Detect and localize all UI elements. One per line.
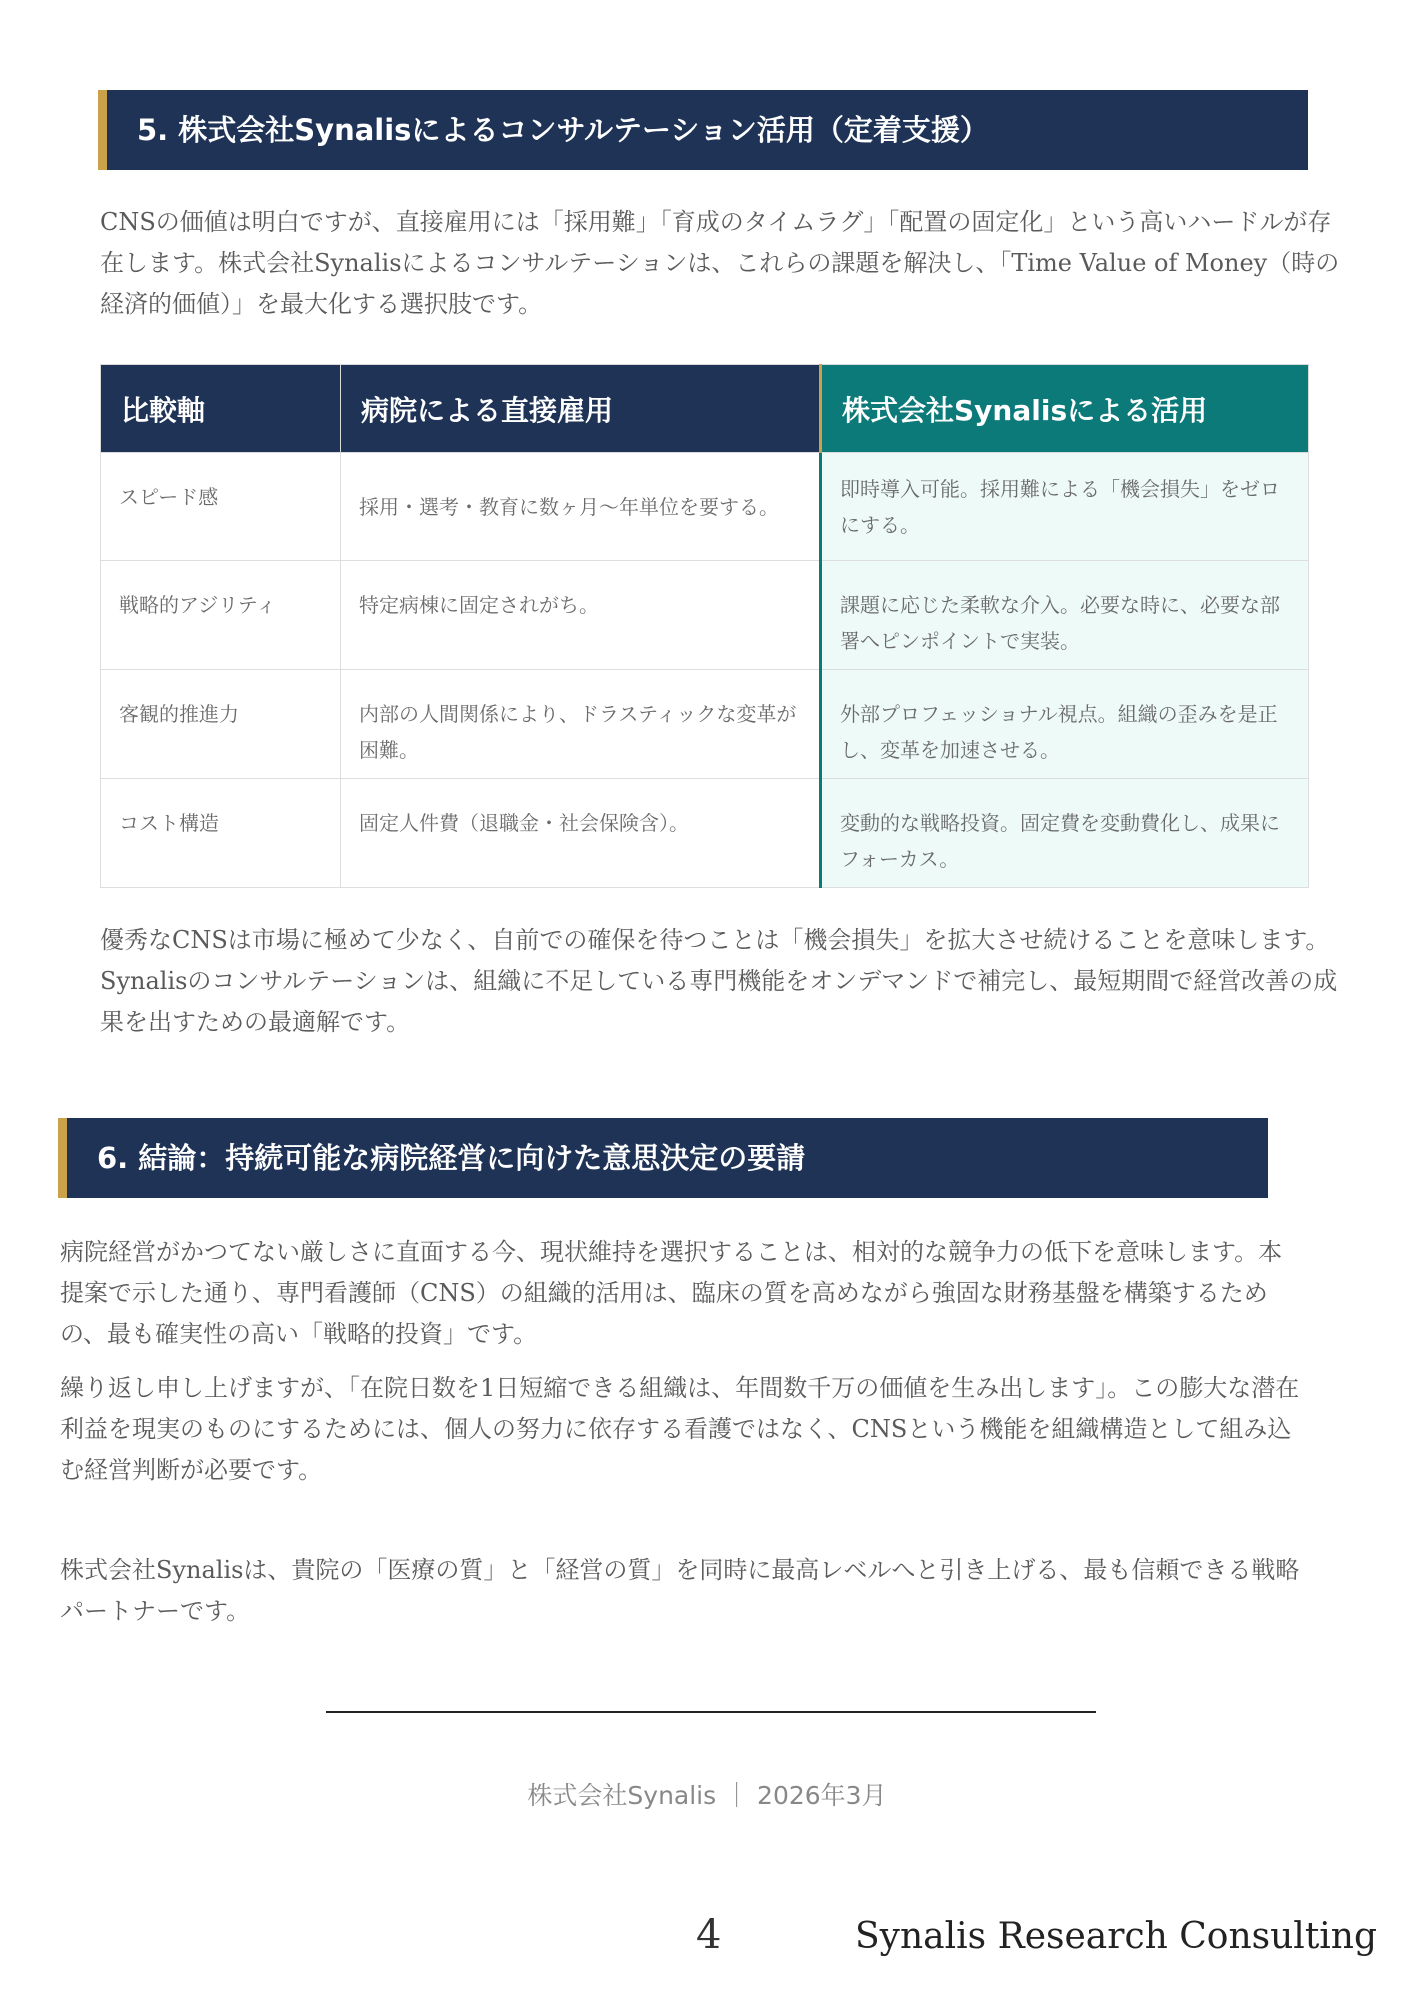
row-axis: コスト構造 <box>101 779 341 888</box>
table-header-row <box>101 365 1309 453</box>
header-direct-hire: 病院による直接雇用 <box>341 365 821 453</box>
row-synalis: 即時導入可能。採用難による「機会損失」をゼロにする。 <box>821 453 1309 561</box>
row-axis: 客観的推進力 <box>101 670 341 779</box>
table-row <box>101 453 1309 561</box>
page-number: 4 <box>696 1912 722 1958</box>
row-synalis: 変動的な戦略投資。固定費を変動費化し、成果にフォーカス。 <box>821 779 1309 888</box>
row-synalis: 課題に応じた柔軟な介入。必要な時に、必要な部署へピンポイントで実装。 <box>821 561 1309 670</box>
table-row <box>101 561 1309 670</box>
section-5-intro: CNSの価値は明白ですが、直接雇用には「採用難」「育成のタイムラグ」「配置の固定化」という高いハードルが存在します。株式会社Synalisによるコンサルテーションは、これらの課題を解決し、「Time Value of Money（時の経済的価値）」を最大化する選択肢です。 <box>100 208 1340 318</box>
header-synalis: 株式会社Synalisによる活用 <box>821 365 1309 453</box>
row-synalis: 外部プロフェッショナル視点。組織の歪みを是正し、変革を加速させる。 <box>821 670 1309 779</box>
table-row <box>101 670 1309 779</box>
brand-name: Synalis Research Consulting <box>855 1916 1378 1957</box>
comparison-table <box>100 364 1309 888</box>
row-direct-hire: 特定病棟に固定されがち。 <box>341 561 821 670</box>
section-6-heading: 6. 結論：持続可能な病院経営に向けた意思決定の要請 <box>58 1118 1268 1198</box>
row-axis: 戦略的アジリティ <box>101 561 341 670</box>
section-5-conclusion: 優秀なCNSは市場に極めて少なく、自前での確保を待つことは「機会損失」を拡大させ続けることを意味します。Synalisのコンサルテーションは、組織に不足している専門機能をオンデマンドで補完し、最短期間で経営改善の成果を出すための最適解です。 <box>100 926 1338 1036</box>
section-5-heading: 5. 株式会社Synalisによるコンサルテーション活用（定着支援） <box>98 90 1308 170</box>
footer-company-date: 株式会社Synalis ｜ 2026年3月 <box>527 1781 887 1810</box>
row-direct-hire: 固定人件費（退職金・社会保険含）。 <box>341 779 821 888</box>
row-direct-hire: 採用・選考・教育に数ヶ月〜年単位を要する。 <box>341 453 821 561</box>
section-6-paragraph-1: 病院経営がかつてない厳しさに直面する今、現状維持を選択することは、相対的な競争力の低下を意味します。本提案で示した通り、専門看護師（CNS）の組織的活用は、臨床の質を高めながら強固な財務基盤を構築するための、最も確実性の高い「戦略的投資」です。 <box>60 1238 1283 1348</box>
section-6-paragraph-2: 繰り返し申し上げますが、「在院日数を1日短縮できる組織は、年間数千万の価値を生み出します」。この膨大な潜在利益を現実のものにするためには、個人の努力に依存する看護ではなく、CNSという機能を組織構造として組み込む経営判断が必要です。 <box>60 1374 1300 1484</box>
row-axis: スピード感 <box>101 453 341 561</box>
table-row <box>101 779 1309 888</box>
footer-divider <box>326 1711 1096 1713</box>
header-axis: 比較軸 <box>101 365 341 453</box>
row-direct-hire: 内部の人間関係により、ドラスティックな変革が困難。 <box>341 670 821 779</box>
section-6-paragraph-3: 株式会社Synalisは、貴院の「医療の質」と「経営の質」を同時に最高レベルへと引き上げる、最も信頼できる戦略パートナーです。 <box>60 1556 1300 1625</box>
